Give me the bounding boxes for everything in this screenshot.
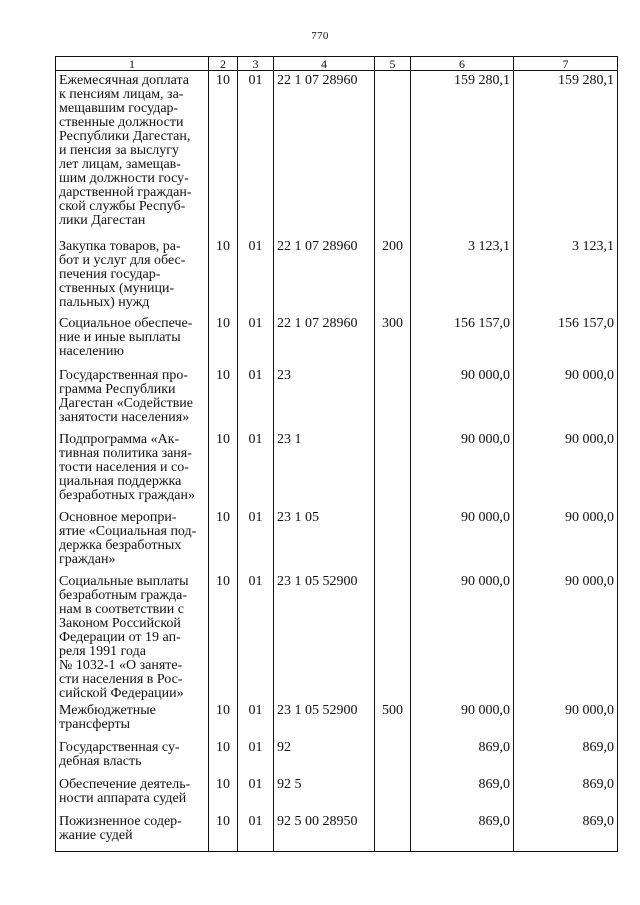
expense-type-cell [375,366,411,430]
target-article-cell: 92 5 00 28950 [274,812,375,852]
row-name-line: циальная поддержка [59,473,182,489]
amount-cell: 869,0 [514,812,618,852]
col-header-5: 5 [375,57,411,71]
header-row [56,57,618,71]
table-row [56,366,618,430]
section-code-cell: 10 [209,738,238,775]
row-name-line: к пенсиям лицам, за- [59,87,184,102]
row-name-cell [56,701,209,738]
row-name-line: грамма Республики [59,381,176,397]
row-name-cell [56,71,209,237]
row-name-line: Закупка товаров, ра- [59,238,181,254]
row-name-cell [56,572,209,701]
row-name-line: Дагестан «Содействие [59,395,194,411]
subsection-code-cell: 01 [238,572,274,701]
amount-cell: 90 000,0 [514,366,618,430]
amount-cell: 90 000,0 [411,572,514,701]
target-article-cell: 22 1 07 28960 [274,237,375,314]
row-name-line: Обеспечение деятель- [59,776,191,792]
subsection-code-cell: 01 [238,314,274,366]
section-code-cell: 10 [209,775,238,812]
table-row [56,314,618,366]
row-name-line: безработным гражда- [59,587,188,603]
expense-type-cell: 300 [375,314,411,366]
row-name-line: лет лицам, замещав- [59,157,181,172]
row-name-line: ственные должности [59,115,184,130]
amount-cell: 156 157,0 [411,314,514,366]
row-name-line: населению [59,343,124,359]
row-name-line: мещавшим государ- [59,101,179,116]
col-header-6: 6 [411,57,514,71]
target-article-cell: 92 5 [274,775,375,812]
section-code-cell: 10 [209,572,238,701]
amount-cell: 869,0 [514,738,618,775]
section-code-cell: 10 [209,430,238,508]
subsection-code-cell: 01 [238,430,274,508]
row-name-cell [56,775,209,812]
row-name-line: Государственная су- [59,739,180,755]
subsection-code-cell: 01 [238,775,274,812]
amount-cell: 90 000,0 [411,508,514,572]
row-name-line: Ежемесячная доплата [59,73,189,88]
expense-type-cell [375,572,411,701]
col-header-7: 7 [514,57,618,71]
row-name-line: ние и иные выплаты [59,329,181,345]
row-name-line: Пожизненное содер- [59,813,182,829]
section-code-cell: 10 [209,812,238,852]
row-name-line: занятости населения» [59,409,190,425]
row-name-line: Государственная про- [59,367,189,383]
table-row [56,812,618,852]
subsection-code-cell: 01 [238,71,274,237]
target-article-cell: 23 [274,366,375,430]
col-header-2: 2 [209,57,238,71]
row-name-line: Законом Российской [59,615,181,631]
expense-type-cell [375,812,411,852]
amount-cell: 159 280,1 [411,71,514,237]
amount-cell: 869,0 [411,812,514,852]
table-row [56,775,618,812]
row-name-line: пальных) нужд [59,294,150,310]
row-name-line: трансферты [59,716,131,732]
target-article-cell: 23 1 05 52900 [274,701,375,738]
row-name-line: сийской Федерации» [59,685,184,701]
row-name-line: граждан» [59,551,116,567]
row-name-line: ности аппарата судей [59,790,187,806]
amount-cell: 159 280,1 [514,71,618,237]
amount-cell: 90 000,0 [514,508,618,572]
amount-cell: 90 000,0 [514,572,618,701]
row-name-line: Социальное обеспече- [59,315,193,331]
table-row [56,701,618,738]
expense-type-cell [375,738,411,775]
row-name-line: ской службы Респуб- [59,199,186,214]
row-name-line: нам в соответствии с [59,601,184,617]
expense-type-cell: 500 [375,701,411,738]
table-row [56,508,618,572]
row-name-cell [56,508,209,572]
expense-type-cell [375,775,411,812]
row-name-line: Федерации от 19 ап- [59,629,181,645]
subsection-code-cell: 01 [238,812,274,852]
budget-table [55,56,618,852]
row-name-line: шим должности госу- [59,171,189,186]
col-header-3: 3 [238,57,274,71]
amount-cell: 156 157,0 [514,314,618,366]
target-article-cell: 92 [274,738,375,775]
table-row [56,71,618,237]
expense-type-cell [375,71,411,237]
row-name-line: № 1032-1 «О заняте- [59,657,183,673]
row-name-line: лики Дагестан [59,213,146,228]
row-name-line: сти населения в Рос- [59,671,183,687]
row-name-line: держка безработных [59,537,182,553]
amount-cell: 869,0 [411,775,514,812]
table-row [56,738,618,775]
amount-cell: 90 000,0 [411,430,514,508]
col-header-4: 4 [274,57,375,71]
row-name-line: ственных (муници- [59,280,175,296]
row-name-line: Республики Дагестан, [59,129,191,144]
expense-type-cell: 200 [375,237,411,314]
row-name-line: жание судей [59,827,133,843]
expense-type-cell [375,430,411,508]
target-article-cell: 23 1 05 [274,508,375,572]
amount-cell: 3 123,1 [411,237,514,314]
target-article-cell: 23 1 [274,430,375,508]
subsection-code-cell: 01 [238,701,274,738]
section-code-cell: 10 [209,71,238,237]
row-name-cell [56,738,209,775]
row-name-cell [56,366,209,430]
amount-cell: 869,0 [514,775,618,812]
page-number: 770 [311,30,329,42]
table-row [56,430,618,508]
section-code-cell: 10 [209,701,238,738]
subsection-code-cell: 01 [238,237,274,314]
subsection-code-cell: 01 [238,366,274,430]
row-name-cell [56,237,209,314]
amount-cell: 3 123,1 [514,237,618,314]
col-header-1: 1 [56,57,209,71]
row-name-line: безработных граждан» [59,487,195,503]
row-name-line: и пенсия за выслугу [59,143,180,158]
row-name-line: Межбюджетные [59,702,156,718]
section-code-cell: 10 [209,314,238,366]
row-name-line: тивная политика заня- [59,445,192,461]
section-code-cell: 10 [209,237,238,314]
table-body [56,71,618,852]
table-row [56,572,618,701]
target-article-cell: 22 1 07 28960 [274,314,375,366]
row-name-line: Социальные выплаты [59,573,189,589]
row-name-line: ятие «Социальная под- [59,523,197,539]
row-name-line: дарственной граждан- [59,185,192,200]
section-code-cell: 10 [209,366,238,430]
row-name-cell [56,314,209,366]
amount-cell: 90 000,0 [411,366,514,430]
row-name-line: тости населения и со- [59,459,189,475]
row-name-line: печения государ- [59,266,161,282]
subsection-code-cell: 01 [238,508,274,572]
subsection-code-cell: 01 [238,738,274,775]
amount-cell: 90 000,0 [514,430,618,508]
row-name-line: Основное меропри- [59,509,177,525]
target-article-cell: 23 1 05 52900 [274,572,375,701]
row-name-line: дебная власть [59,753,142,769]
target-article-cell: 22 1 07 28960 [274,71,375,237]
expense-type-cell [375,508,411,572]
row-name-line: бот и услуг для обес- [59,252,186,268]
table-row [56,237,618,314]
row-name-line: реля 1991 года [59,643,146,659]
row-name-cell [56,812,209,852]
row-name-line: Подпрограмма «Ак- [59,431,180,447]
section-code-cell: 10 [209,508,238,572]
row-name-cell [56,430,209,508]
amount-cell: 90 000,0 [411,701,514,738]
amount-cell: 869,0 [411,738,514,775]
amount-cell: 90 000,0 [514,701,618,738]
